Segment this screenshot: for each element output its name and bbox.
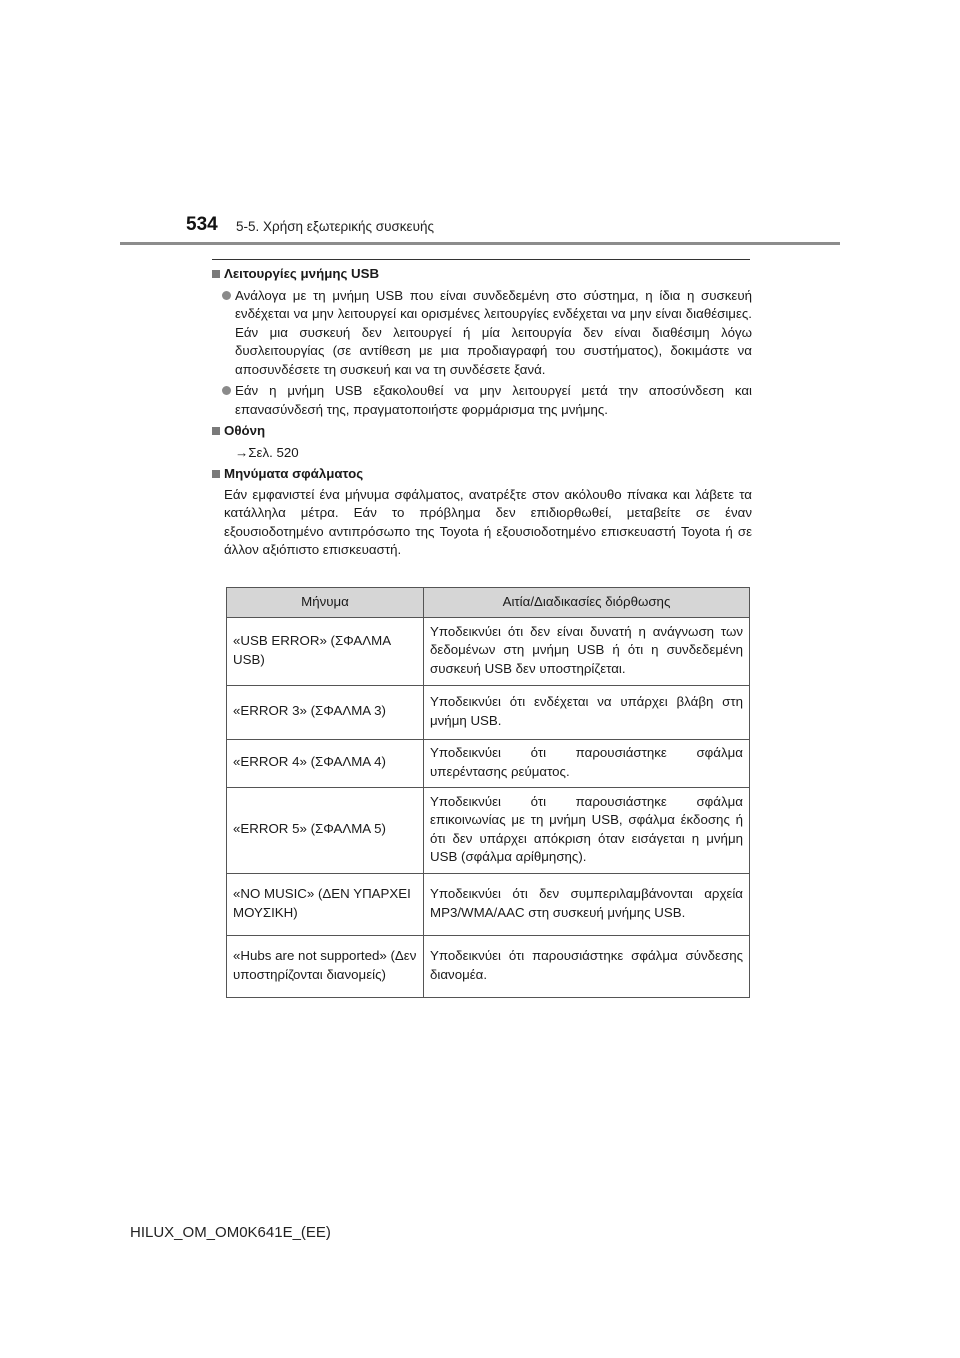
row-message: «ERROR 4» (ΣΦΑΛΜΑ 4) [227,740,424,788]
table-row [227,874,750,936]
error-messages-heading [212,465,752,484]
usb-functions-heading-text: Λειτουργίες μνήμης USB [224,266,380,281]
table-row [227,788,750,874]
content-top-rule [212,259,750,260]
header-divider [120,242,840,245]
error-messages-intro: Εάν εμφανιστεί ένα μήνυμα σφάλματος, ανατρέξτε στον ακόλουθο πίνακα και λάβετε τα κατάλληλα μέτρα. Εάν το πρόβλημα δεν επιδιορθωθεί, μεταβείτε σε έναν εξουσιοδοτημένο αντιπρόσωπο της Toyota ή εξουσιοδοτημένο επισκευαστή Toyota ή σε άλλον αξιόπιστο επισκευαστή. [224,486,752,557]
row-message: «NO MUSIC» (ΔΕΝ ΥΠΑΡΧΕΙ ΜΟΥΣΙΚΗ) [227,874,424,936]
circle-bullet-icon [222,386,235,395]
usb-bullet-2-text: Εάν η μνήμη USB εξακολουθεί να μην λειτουργεί μετά την αποσύνδεση και επανασύνδεσή της, πραγματοποιήστε φορμάρισμα της μνήμης. [235,383,752,417]
table-row [227,686,750,740]
page-number: 534 [186,214,218,235]
row-cause: Υποδεικνύει ότι παρουσιάστηκε σφάλμα υπερέντασης ρεύματος. [424,740,750,788]
error-messages-table [226,587,750,998]
usb-bullet-1-text: Ανάλογα με τη μνήμη USB που είναι συνδεδεμένη στο σύστημα, η ίδια η συσκευή ενδέχεται να μην λειτουργεί και ορισμένες λειτουργίες ενδέχεται να μην είναι διαθέσιμες. Εάν μια συσκευή δεν λειτουργεί ή μία λειτουργία δεν είναι διαθέσιμη λόγω δυσλειτουργίας (σε αντίθεση με μια προδιαγραφή του συστήματος), δοκιμάστε να αποσυνδέσετε τη συσκευή και να τη συνδέσετε ξανά. [235,287,752,377]
display-page-reference: →Σελ. 520 [235,444,299,460]
row-cause: Υποδεικνύει ότι δεν συμπεριλαμβάνονται αρχεία MP3/WMA/AAC στη συσκευή μνήμης USB. [424,874,750,936]
display-heading-text: Οθόνη [224,423,266,438]
header-cause: Αιτία/Διαδικασίες διόρθωσης [424,588,750,618]
usb-bullet-2 [222,382,752,419]
document-code: HILUX_OM_OM0K641E_(EE) [130,1224,331,1241]
display-heading [212,422,752,441]
row-message: «Hubs are not supported» (Δεν υποστηρίζονται διανομείς) [227,936,424,998]
table-header-row [227,588,750,618]
square-bullet-icon [212,470,220,478]
table-row [227,740,750,788]
row-cause: Υποδεικνύει ότι παρουσιάστηκε σφάλμα επικοινωνίας με τη μνήμη USB, σφάλμα έκδοσης ή ότι δεν υπάρχει απόκριση όταν εισάγεται η μνήμη USB (σφάλμα αρίθμησης). [424,788,750,874]
table-row [227,936,750,998]
square-bullet-icon [212,427,220,435]
row-message: «USB ERROR» (ΣΦΑΛΜΑ USB) [227,618,424,686]
circle-bullet-icon [222,291,235,300]
square-bullet-icon [212,270,220,278]
error-messages-heading-text: Μηνύματα σφάλματος [224,466,364,481]
header-message: Μήνυμα [227,588,424,618]
table-row [227,618,750,686]
row-cause: Υποδεικνύει ότι δεν είναι δυνατή η ανάγνωση των δεδομένων στη μνήμη USB ή ότι η συνδεδεμένη συσκευή USB δεν υποστηρίζεται. [424,618,750,686]
main-content [212,262,752,560]
row-message: «ERROR 5» (ΣΦΑΛΜΑ 5) [227,788,424,874]
row-cause: Υποδεικνύει ότι ενδέχεται να υπάρχει βλάβη στη μνήμη USB. [424,686,750,740]
usb-bullet-1 [222,287,752,380]
row-cause: Υποδεικνύει ότι παρουσιάστηκε σφάλμα σύνδεσης διανομέα. [424,936,750,998]
section-title: 5-5. Χρήση εξωτερικής συσκευής [236,219,434,234]
row-message: «ERROR 3» (ΣΦΑΛΜΑ 3) [227,686,424,740]
usb-functions-heading [212,265,752,284]
